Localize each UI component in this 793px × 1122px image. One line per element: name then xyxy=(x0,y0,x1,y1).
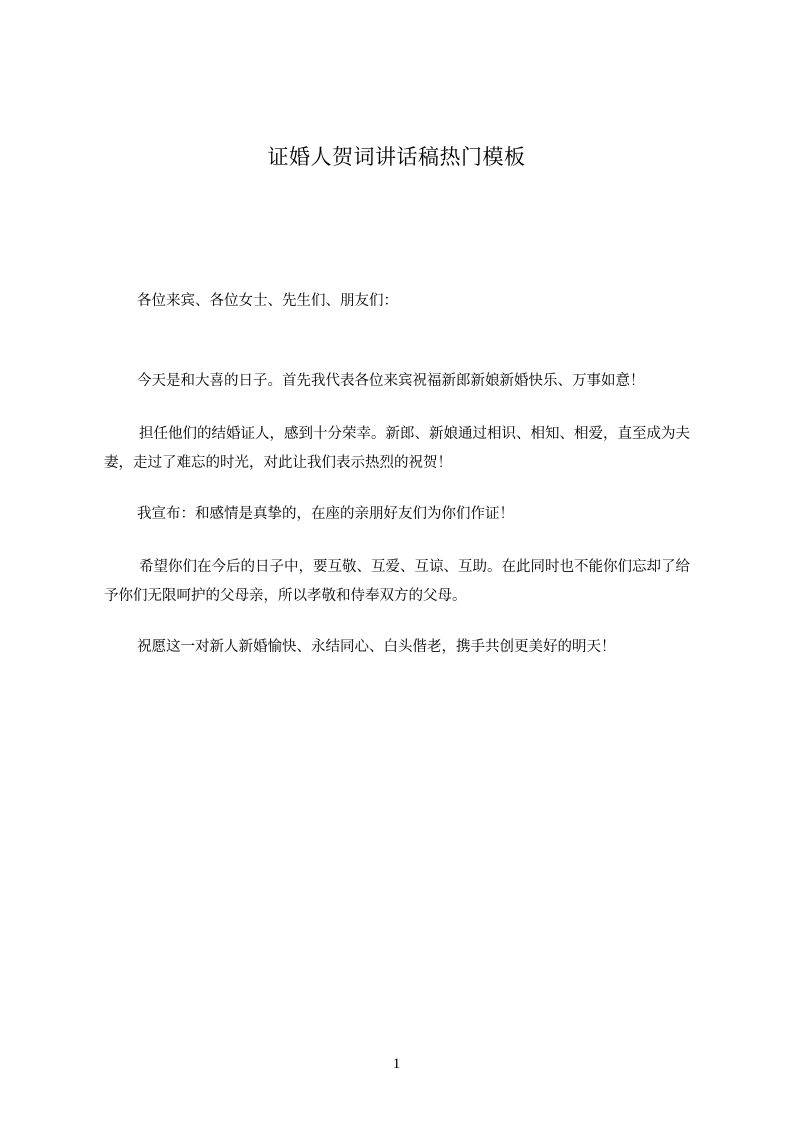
greeting-paragraph: 各位来宾、各位女士、先生们、朋友们： xyxy=(137,293,398,309)
document-title: 证婚人贺词讲话稿热门模板 xyxy=(267,145,526,169)
body-paragraph: 今天是和大喜的日子。首先我代表各位来宾祝福新郎新娘新婚快乐、万事如意！ xyxy=(137,373,645,389)
body-paragraph: 希望你们在今后的日子中，要互敬、互爱、互谅、互助。在此同时也不能你们忘却了给予你们无限呵护的父母亲，所以孝敬和侍奉双方的父母。 xyxy=(104,559,690,604)
body-paragraph: 我宣布：和感情是真挚的，在座的亲朋好友们为你们作证！ xyxy=(137,506,514,522)
body-paragraph: 祝愿这一对新人新婚愉快、永结同心、白头偕老，携手共创更美好的明天！ xyxy=(137,639,616,655)
body-paragraph: 担任他们的结婚证人，感到十分荣幸。新郎、新娘通过相识、相知、相爱，直至成为夫妻，走过了难忘的时光，对此让我们表示热烈的祝贺！ xyxy=(104,426,690,471)
page-number: 1 xyxy=(392,1056,401,1072)
